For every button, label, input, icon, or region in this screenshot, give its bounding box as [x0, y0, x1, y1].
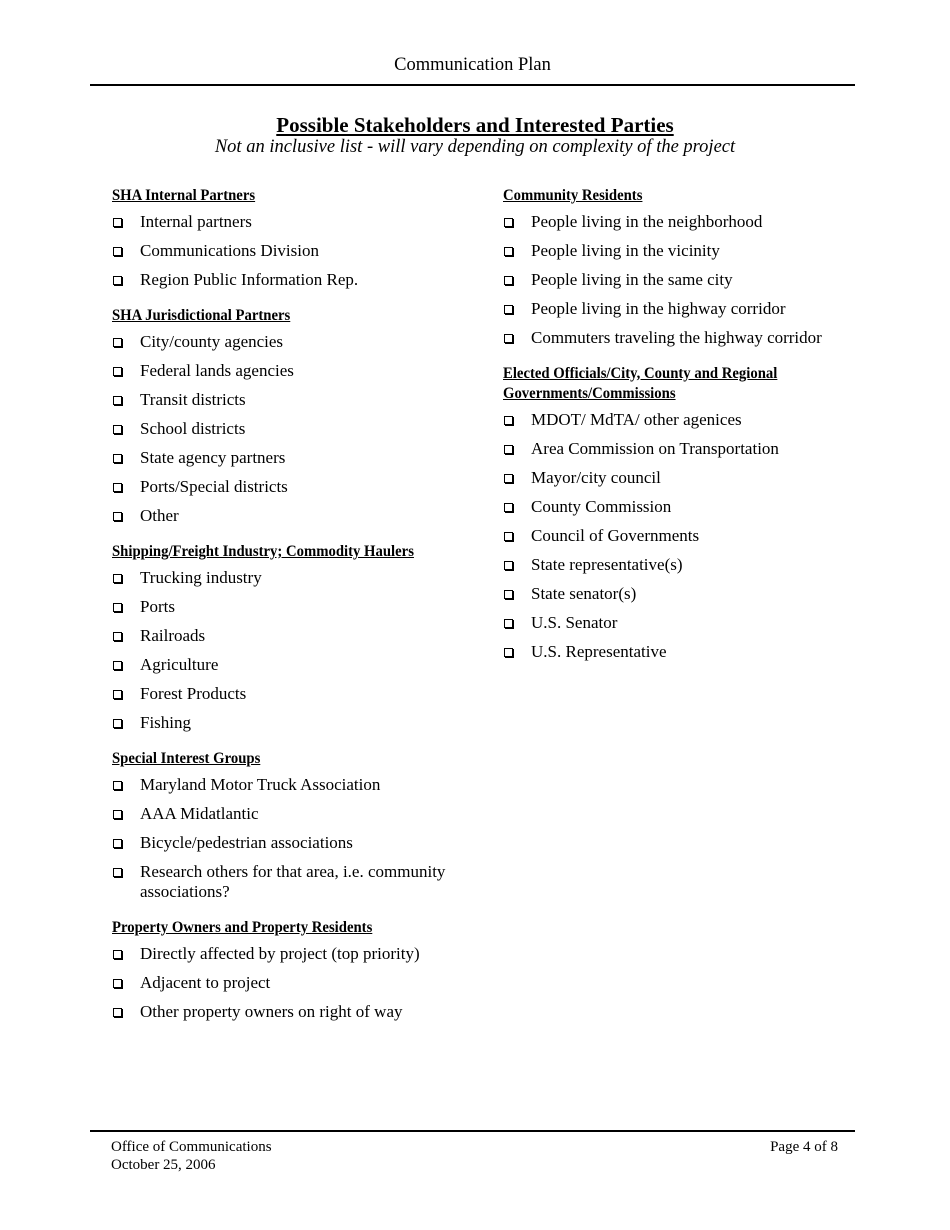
list-item — [112, 477, 472, 497]
checkbox-bullet-icon — [504, 445, 513, 454]
checkbox-bullet-icon — [504, 218, 513, 227]
list-item — [112, 944, 472, 964]
list-item — [503, 497, 863, 517]
list-item-label: Ports — [140, 597, 175, 616]
list-item-label: Railroads — [140, 626, 206, 645]
list-item — [112, 833, 472, 853]
list-item-label: Trucking industry — [140, 568, 262, 587]
list-item-label: U.S. Representative — [531, 642, 667, 661]
list-item — [503, 439, 863, 459]
list-item — [112, 419, 472, 439]
list-item — [503, 526, 863, 546]
checkbox-bullet-icon — [113, 483, 122, 492]
section-special-interest — [112, 749, 472, 902]
checkbox-bullet-icon — [113, 1008, 122, 1017]
checkbox-bullet-icon — [113, 338, 122, 347]
list-item-label: Other — [140, 506, 179, 525]
list-item-label: Federal lands agencies — [140, 361, 294, 380]
list-item-label: Council of Governments — [531, 526, 700, 545]
section-community-residents — [503, 186, 863, 348]
checkbox-bullet-icon — [504, 619, 513, 628]
checkbox-bullet-icon — [113, 218, 122, 227]
list-item-label: Research others for that area, i.e. community associations? — [140, 862, 446, 901]
list-item-label: Region Public Information Rep. — [140, 270, 359, 289]
checkbox-bullet-icon — [113, 632, 122, 641]
list-item-label: Area Commission on Transportation — [531, 439, 779, 458]
checkbox-bullet-icon — [113, 574, 122, 583]
checkbox-bullet-icon — [113, 781, 122, 790]
page-footer — [90, 1130, 855, 1173]
list-item-label: Agriculture — [140, 655, 219, 674]
checkbox-bullet-icon — [113, 276, 122, 285]
footer-office: Office of Communications — [111, 1139, 272, 1155]
checkbox-bullet-icon — [113, 661, 122, 670]
list-item-label: Ports/Special districts — [140, 477, 288, 496]
checkbox-bullet-icon — [113, 690, 122, 699]
stakeholder-list — [112, 944, 472, 1022]
list-item-label: MDOT/ MdTA/ other agenices — [531, 410, 742, 429]
list-item — [112, 361, 472, 381]
list-item-label: People living in the same city — [531, 270, 733, 289]
stakeholder-list — [112, 212, 472, 290]
list-item-label: U.S. Senator — [531, 613, 618, 632]
list-item — [503, 410, 863, 430]
checkbox-bullet-icon — [113, 367, 122, 376]
section-heading: Property Owners and Property Residents — [112, 919, 373, 936]
checkbox-bullet-icon — [113, 810, 122, 819]
checkbox-bullet-icon — [113, 719, 122, 728]
checkbox-bullet-icon — [113, 839, 122, 848]
list-item — [503, 468, 863, 488]
list-item — [112, 270, 472, 290]
list-item — [112, 448, 472, 468]
list-item — [112, 390, 472, 410]
list-item-label: Communications Division — [140, 241, 319, 260]
section-heading: SHA Internal Partners — [112, 187, 256, 204]
list-item — [112, 1002, 472, 1022]
document-title: Possible Stakeholders and Interested Parties — [276, 113, 674, 137]
list-item-label: Adjacent to project — [140, 973, 271, 992]
list-item — [503, 328, 863, 348]
checkbox-bullet-icon — [113, 454, 122, 463]
footer-date: October 25, 2006 — [111, 1157, 216, 1173]
checkbox-bullet-icon — [113, 950, 122, 959]
checkbox-bullet-icon — [504, 648, 513, 657]
list-item — [503, 270, 863, 290]
checkbox-bullet-icon — [504, 334, 513, 343]
section-shipping — [112, 542, 472, 733]
list-item — [112, 597, 472, 617]
list-item-label: School districts — [140, 419, 246, 438]
page-header — [90, 55, 855, 86]
section-heading: Shipping/Freight Industry; Commodity Haulers — [112, 543, 414, 560]
list-item-label: City/county agencies — [140, 332, 284, 351]
stakeholder-list — [503, 410, 863, 662]
list-item — [503, 584, 863, 604]
section-property-owners — [112, 918, 472, 1022]
list-item-label: Transit districts — [140, 390, 246, 409]
list-item — [503, 613, 863, 633]
section-heading: Community Residents — [503, 187, 643, 204]
list-item — [112, 626, 472, 646]
list-item — [112, 332, 472, 352]
list-item-label: People living in the vicinity — [531, 241, 720, 260]
list-item-label: Other property owners on right of way — [140, 1002, 403, 1021]
section-elected-officials — [503, 364, 863, 662]
left-column — [112, 186, 472, 1038]
checkbox-bullet-icon — [113, 603, 122, 612]
list-item-label: Bicycle/pedestrian associations — [140, 833, 353, 852]
list-item — [112, 506, 472, 526]
list-item — [112, 655, 472, 675]
checkbox-bullet-icon — [113, 396, 122, 405]
checkbox-bullet-icon — [504, 416, 513, 425]
list-item — [503, 299, 863, 319]
list-item-label: State agency partners — [140, 448, 286, 467]
list-item-label: People living in the highway corridor — [531, 299, 786, 318]
list-item-label: State representative(s) — [531, 555, 683, 574]
list-item-label: Fishing — [140, 713, 192, 732]
list-item — [112, 568, 472, 588]
section-heading: Special Interest Groups — [112, 750, 261, 767]
section-sha-internal — [112, 186, 472, 290]
list-item-label: Forest Products — [140, 684, 247, 703]
list-item-label: State senator(s) — [531, 584, 637, 603]
section-heading: SHA Jurisdictional Partners — [112, 307, 291, 324]
list-item — [503, 241, 863, 261]
list-item-label: Directly affected by project (top priority) — [140, 944, 420, 963]
list-item — [112, 804, 472, 824]
list-item — [503, 642, 863, 662]
list-item — [112, 973, 472, 993]
list-item-label: Mayor/city council — [531, 468, 661, 487]
list-item — [112, 862, 472, 902]
stakeholder-list — [112, 332, 472, 526]
header-title: Communication Plan — [394, 55, 551, 75]
list-item — [112, 713, 472, 733]
checkbox-bullet-icon — [504, 503, 513, 512]
checkbox-bullet-icon — [504, 590, 513, 599]
checkbox-bullet-icon — [113, 979, 122, 988]
checkbox-bullet-icon — [504, 474, 513, 483]
checkbox-bullet-icon — [504, 247, 513, 256]
list-item-label: Maryland Motor Truck Association — [140, 775, 381, 794]
section-heading: Elected Officials/City, County and Regional Governments/Commissions — [503, 365, 778, 402]
checkbox-bullet-icon — [113, 425, 122, 434]
list-item-label: People living in the neighborhood — [531, 212, 763, 231]
checkbox-bullet-icon — [504, 532, 513, 541]
section-sha-jurisdictional — [112, 306, 472, 526]
list-item — [503, 555, 863, 575]
stakeholder-list — [503, 212, 863, 348]
stakeholder-list — [112, 775, 472, 902]
checkbox-bullet-icon — [113, 247, 122, 256]
list-item — [503, 212, 863, 232]
list-item — [112, 212, 472, 232]
list-item-label: Internal partners — [140, 212, 252, 231]
checkbox-bullet-icon — [504, 305, 513, 314]
checkbox-bullet-icon — [113, 868, 122, 877]
list-item-label: AAA Midatlantic — [140, 804, 259, 823]
list-item-label: Commuters traveling the highway corridor — [531, 328, 822, 347]
list-item — [112, 775, 472, 795]
list-item-label: County Commission — [531, 497, 672, 516]
list-item — [112, 684, 472, 704]
document-subtitle: Not an inclusive list - will vary depending on complexity of the project — [214, 137, 736, 157]
stakeholder-list — [112, 568, 472, 733]
list-item — [112, 241, 472, 261]
checkbox-bullet-icon — [504, 561, 513, 570]
checkbox-bullet-icon — [113, 512, 122, 521]
footer-left — [111, 1138, 272, 1174]
right-column — [503, 186, 863, 678]
footer-page-number: Page 4 of 8 — [770, 1139, 838, 1155]
checkbox-bullet-icon — [504, 276, 513, 285]
